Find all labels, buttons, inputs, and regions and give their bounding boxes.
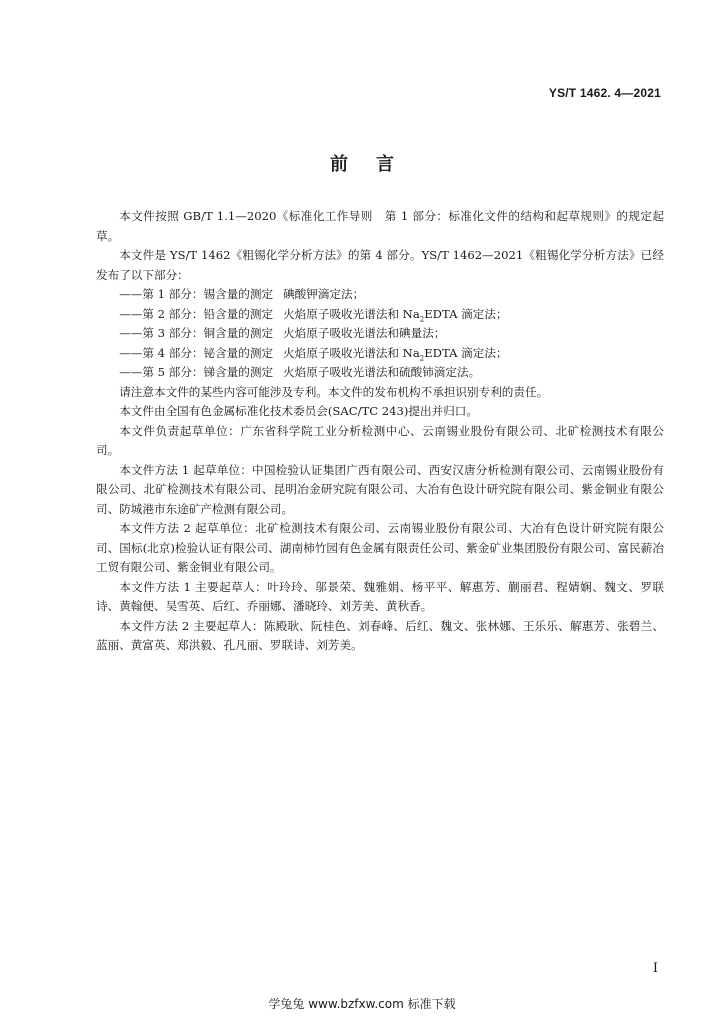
list-item-part-4: ——第 4 部分：铋含量的测定 火焰原子吸收光谱法和 $Na_2EDTA$ 滴定法； (119, 345, 508, 362)
paragraph-method1-drafters: 本文件方法 1 主要起草人：叶玲玲、邬景荣、魏雅娟、杨平平、解惠芳、蒯丽君、程婧娴、魏文、罗联诗、黄翰便、吴雪英、后红、乔丽娜、潘晓玲、刘芳美、黄秋香。 (96, 579, 664, 613)
footer-watermark: 学兔兔 www.bzfxw.com 标准下载 (268, 997, 456, 1011)
paragraph-series-intro: 本文件是 YS/T 1462《粗锡化学分析方法》的第 4 部分。YS/T 1462—2021《粗锡化学分析方法》已经发布了以下部分： (96, 248, 664, 282)
paragraph-drafting-rules: 本文件按照 GB/T 1.1—2020《标准化工作导则 第 1 部分：标准化文件的结构和起草规则》的规定起草。 (96, 209, 664, 243)
paragraph-proposer: 本文件由全国有色金属标准化技术委员会(SAC/TC 243)提出并归口。 (119, 404, 478, 418)
paragraph-lead-drafting-units: 本文件负责起草单位：广东省科学院工业分析检测中心、云南锡业股份有限公司、北矿检测技术有限公司。 (96, 423, 664, 457)
page-title: 前言 (330, 154, 422, 175)
paragraph-method1-units: 本文件方法 1 起草单位：中国检验认证集团广西有限公司、西安汉唐分析检测有限公司、云南锡业股份有限公司、北矿检测技术有限公司、昆明冶金研究院有限公司、大冶有色设计研究院有限公司、紫金铜业有限公司、防城港市东途矿产检测有限公司。 (96, 462, 664, 516)
list-item-part-2: ——第 2 部分：铅含量的测定 火焰原子吸收光谱法和 $Na_2EDTA$ 滴定法； (119, 306, 508, 323)
list-item-part-5: ——第 5 部分：锑含量的测定 火焰原子吸收光谱法和硫酸铈滴定法。 (119, 365, 481, 379)
paragraph-method2-drafters: 本文件方法 2 主要起草人：陈殿耿、阮桂色、刘春峰、后红、魏文、张林娜、王乐乐、解惠芳、张碧兰、蓝丽、黄富英、郑洪毅、孔凡丽、罗联诗、刘芳美。 (96, 618, 664, 652)
page-number: I (652, 961, 658, 976)
paragraph-method2-units: 本文件方法 2 起草单位：北矿检测技术有限公司、云南锡业股份有限公司、大冶有色设计研究院有限公司、国标(北京)检验认证有限公司、湖南柿竹园有色金属有限责任公司、紫金矿业集团股份有限公司、富民薪冶工贸有限公司、紫金铜业有限公司。 (96, 521, 664, 574)
standard-code: YS/T 1462. 4—2021 (548, 86, 661, 100)
list-item-part-3: ——第 3 部分：铜含量的测定 火焰原子吸收光谱法和碘量法； (119, 326, 446, 340)
paragraph-patent-notice: 请注意本文件的某些内容可能涉及专利。本文件的发布机构不承担识别专利的责任。 (119, 384, 549, 399)
document-body (96, 207, 664, 656)
list-item-part-1: ——第 1 部分：锡含量的测定 碘酸钾滴定法； (119, 287, 365, 301)
